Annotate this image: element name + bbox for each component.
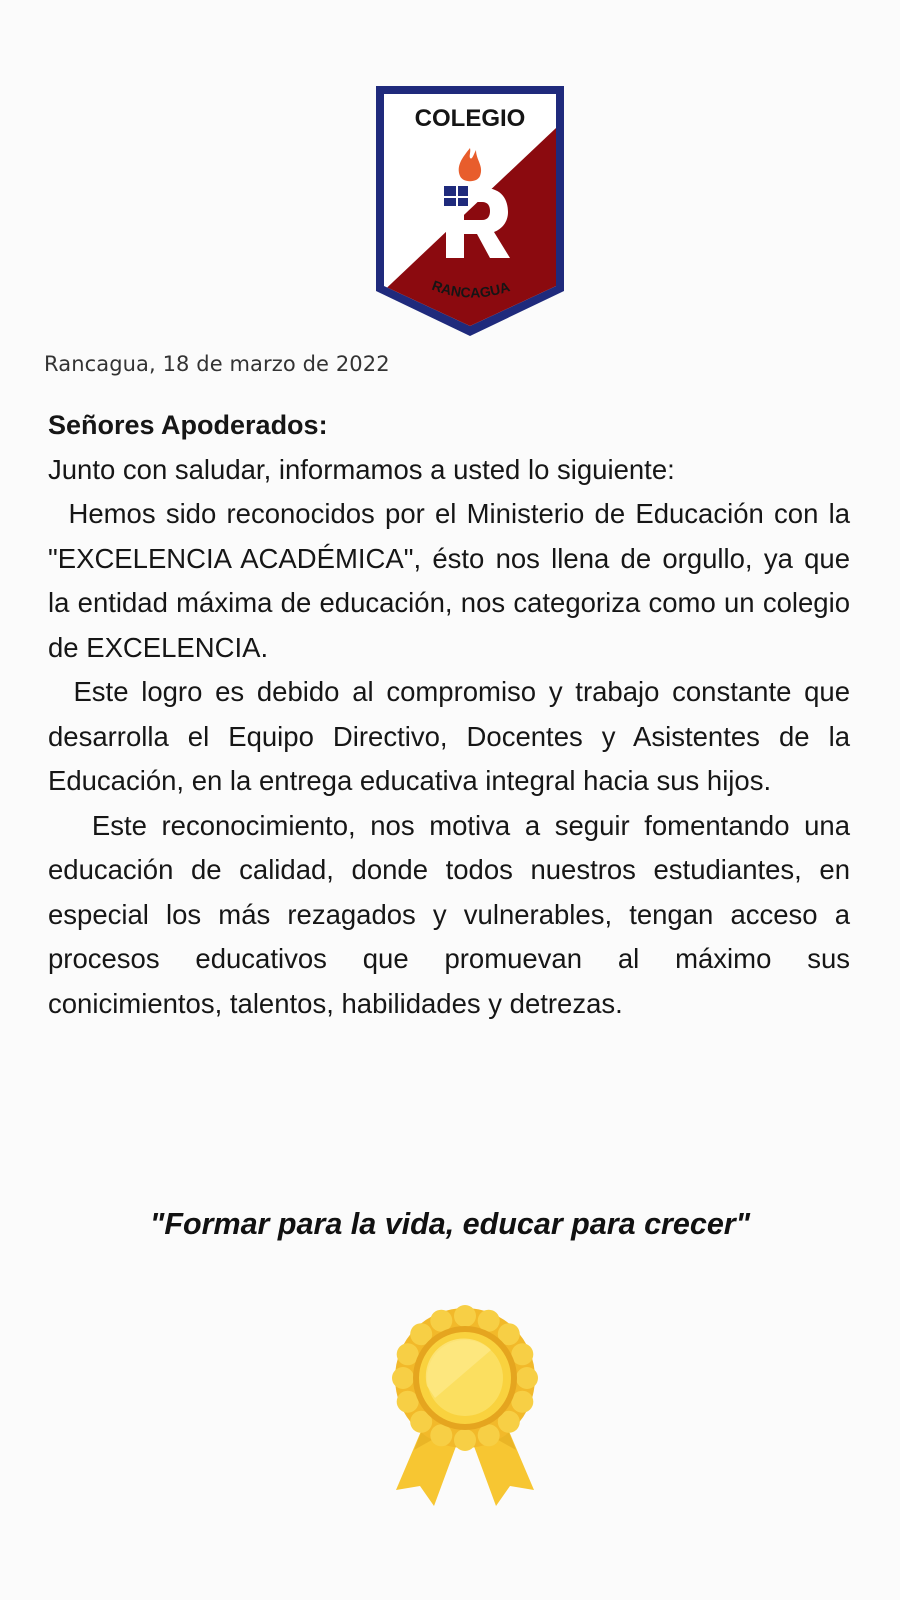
school-logo: [376, 86, 564, 336]
rosette: [392, 1305, 538, 1451]
letter-body: [48, 403, 850, 1026]
salutation: Señores Apoderados:: [48, 410, 328, 440]
logo-bottom-text: RANCAGUA: [429, 277, 512, 301]
paragraph: Este reconocimiento, nos motiva a seguir fomentando una educación de calidad, donde todos nuestros estudiantes, en especial los más rezagados y vulnerables, tengan acceso a procesos educativos que promuevan al máximo sus conicimientos, talentos, habilidades y detrezas.: [48, 809, 850, 1019]
award-ribbon-icon: [390, 1300, 540, 1512]
greeting: Junto con saludar, informamos a usted lo siguiente:: [48, 453, 675, 485]
date-line: Rancagua, 18 de marzo de 2022: [44, 352, 390, 376]
paragraph: Este logro es debido al compromiso y trabajo constante que desarrolla el Equipo Directivo, Docentes y Asistentes de la Educación, en la entrega educativa integral hacia sus hijos.: [48, 676, 850, 796]
logo-top-text: COLEGIO: [414, 105, 526, 132]
paragraph: Hemos sido reconocidos por el Ministerio de Educación con la "EXCELENCIA ACADÉMICA", ésto nos llena de orgullo, ya que la entidad máxima de educación, nos categoriza como un colegio de EXCELENCIA.: [48, 498, 851, 663]
motto: "Formar para la vida, educar para crecer": [149, 1207, 751, 1241]
